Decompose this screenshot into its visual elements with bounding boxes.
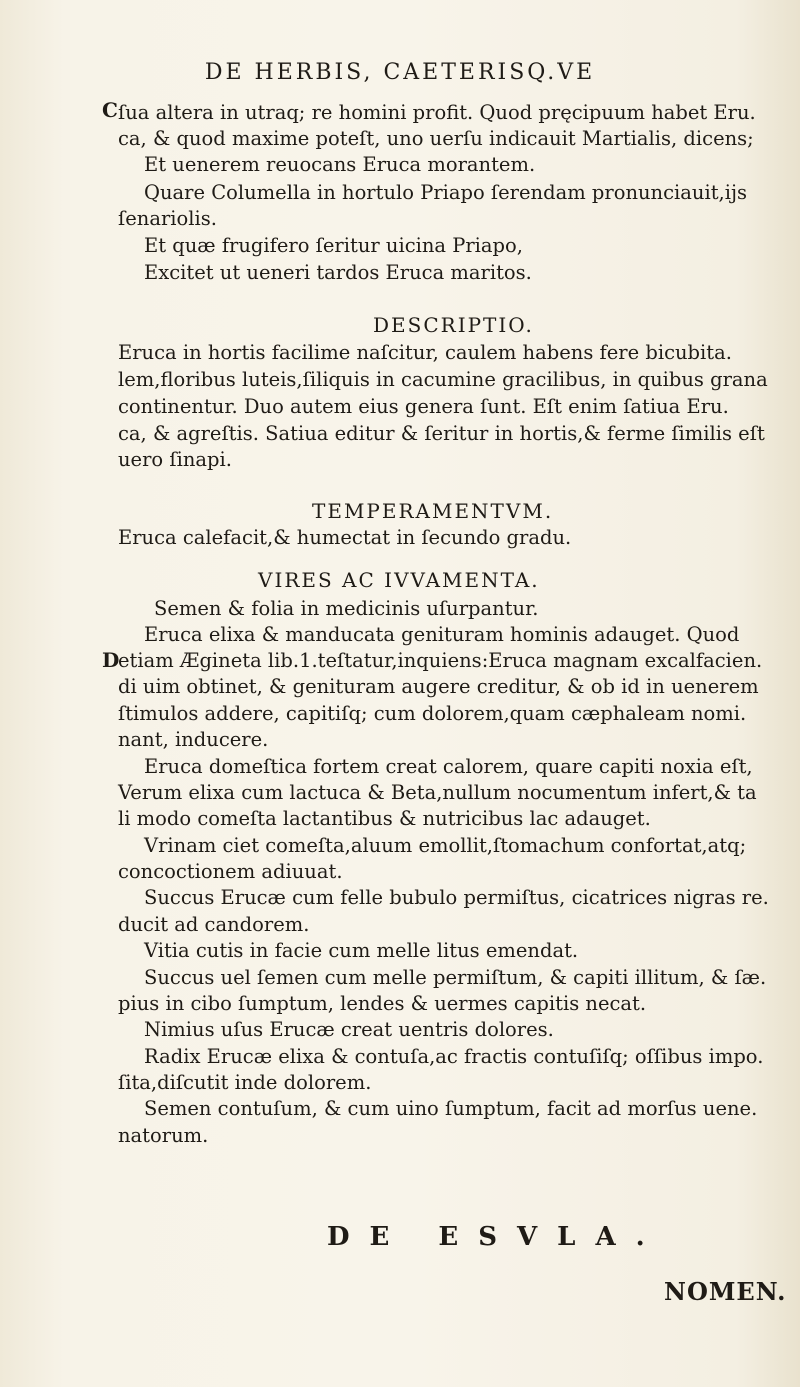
text-line: natorum. xyxy=(118,1124,209,1147)
text-line: Verum elixa cum lactuca & Beta,nullum nocumentum infert,& ta xyxy=(118,781,757,804)
text-line: Semen contuſum, & cum uino ſumptum, facit ad morſus uene. xyxy=(144,1097,758,1120)
text-line: di uim obtinet, & genituram augere creditur, & ob id in uenerem xyxy=(118,675,759,698)
text-line: Et quæ frugifero ſeritur uicina Priapo, xyxy=(144,234,523,257)
text-line: Semen & folia in medicinis uſurpantur. xyxy=(154,597,539,620)
heading-descriptio: DESCRIPTIO. xyxy=(373,313,534,337)
text-line: concoctionem adiuuat. xyxy=(118,860,343,883)
text-line: ducit ad candorem. xyxy=(118,913,310,936)
heading-de-esula: DE ESVLA. xyxy=(327,1222,665,1252)
text-line: ca, & agreſtis. Satiua editur & ſeritur in hortis,& ferme ſimilis eſt xyxy=(118,422,765,445)
text-line: Eruca domeſtica fortem creat calorem, quare capiti noxia eſt, xyxy=(144,755,753,778)
text-line: Vrinam ciet comeſta,aluum emollit,ſtomachum confortat,atq; xyxy=(144,834,747,857)
text-line: Succus Erucæ cum felle bubulo permiſtus, cicatrices nigras re. xyxy=(144,886,769,909)
text-line: Succus uel ſemen cum melle permiſtum, & capiti illitum, & ſæ. xyxy=(144,966,767,989)
catchword: NOMEN. xyxy=(664,1277,787,1306)
text-line: Quare Columella in hortulo Priapo ſerendam pronunciauit,ijs xyxy=(144,181,748,204)
text-line: Nimius uſus Erucæ creat uentris dolores. xyxy=(144,1018,554,1041)
text-line: ſua altera in utraq; re homini profit. Quod pręcipuum habet Eru. xyxy=(118,101,756,124)
text-line: etiam Ægineta lib.1.teſtatur,inquiens:Eruca magnam excalfacien. xyxy=(118,649,763,672)
margin-letter-c: C xyxy=(102,98,118,122)
text-line: Radix Erucæ elixa & contuſa,ac fractis contuſiſq; oſſibus impo. xyxy=(144,1045,764,1068)
heading-temperamentum: TEMPERAMENTVM. xyxy=(312,499,554,523)
text-line: lem,floribus luteis,ſiliquis in cacumine gracilibus, in quibus grana xyxy=(118,368,768,391)
text-line: ſtimulos addere, capitiſq; cum dolorem,quam cæphaleam nomi. xyxy=(118,702,747,725)
text-line: ca, & quod maxime poteſt, uno uerſu indicauit Martialis, dicens; xyxy=(118,127,754,150)
text-line: pius in cibo ſumptum, lendes & uermes capitis necat. xyxy=(118,992,647,1015)
text-line: li modo comeſta lactantibus & nutricibus lac adauget. xyxy=(118,807,651,830)
margin-letter-d: D xyxy=(102,648,120,672)
text-line: Eruca calefacit,& humectat in ſecundo gradu. xyxy=(118,526,572,549)
text-line: Eruca in hortis facilime naſcitur, caulem habens fere bicubita. xyxy=(118,341,732,364)
text-line: continentur. Duo autem eius genera ſunt. Eſt enim ſatiua Eru. xyxy=(118,395,729,418)
text-line: Excitet ut ueneri tardos Eruca maritos. xyxy=(144,261,532,284)
text-line: ſenariolis. xyxy=(118,207,217,230)
running-head: DE HERBIS, CAETERISQ.VE xyxy=(204,60,596,85)
text-line: Vitia cutis in facie cum melle litus emendat. xyxy=(144,939,579,962)
heading-vires: VIRES AC IVVAMENTA. xyxy=(258,568,540,592)
text-line: ſita,diſcutit inde dolorem. xyxy=(118,1071,372,1094)
text-line: nant, inducere. xyxy=(118,728,269,751)
text-line: Et uenerem reuocans Eruca morantem. xyxy=(144,153,536,176)
text-line: Eruca elixa & manducata genituram hominis adauget. Quod xyxy=(144,623,740,646)
text-line: uero ſinapi. xyxy=(118,448,232,471)
